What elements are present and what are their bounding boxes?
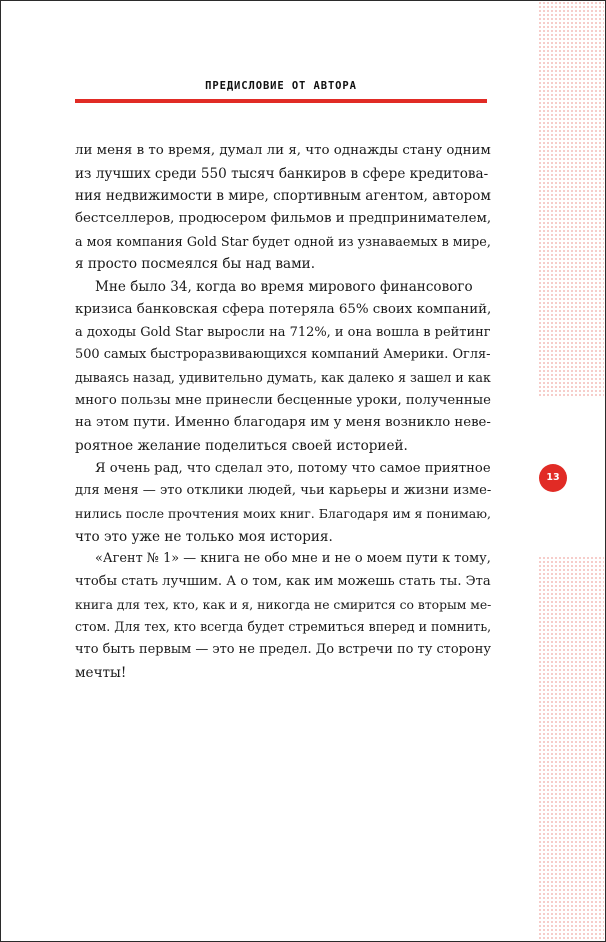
text-line: что быть первым — это не предел. До встречи по ту сторону: [75, 642, 491, 658]
text-line: что это уже не только моя история.: [75, 528, 333, 545]
header-rule: [75, 99, 487, 103]
body-text: [75, 140, 495, 685]
text-line: на этом пути. Именно благодаря им у меня возникло неве-: [75, 415, 491, 431]
decorative-dot-pattern-bottom: [538, 556, 604, 940]
text-line: ния недвижимости в мире, спортивным агентом, автором: [75, 188, 491, 205]
text-line: нились после прочтения моих книг. Благодаря им я понимаю,: [75, 506, 492, 521]
text-line: мечты!: [75, 664, 127, 681]
text-line: книга для тех, кто, как и я, никогда не смирится со вторым ме-: [75, 597, 492, 612]
decorative-dot-pattern-top: [538, 1, 604, 396]
text-line: для меня — это отклики людей, чьи карьеры и жизни изме-: [75, 483, 492, 499]
paragraph-start-line: Мне было 34, когда во время мирового финансового: [95, 279, 473, 296]
page-number-badge: 13: [539, 464, 567, 492]
text-line: а доходы Gold Star выросли на 712%, и она вошла в рейтинг: [75, 324, 491, 340]
paragraph-start-line: Я очень рад, что сделал это, потому что самое приятное: [95, 460, 491, 476]
text-line: ли меня в то время, думал ли я, что однажды стану одним: [75, 143, 491, 158]
paragraph-start-line: «Агент № 1» — книга не обо мне и не о моем пути к тому,: [95, 551, 491, 567]
text-line: я просто посмеялся бы над вами.: [75, 256, 316, 273]
text-line: стом. Для тех, кто всегда будет стремиться вперед и помнить,: [75, 619, 492, 635]
text-line: бестселлеров, продюсером фильмов и предпринимателем,: [75, 211, 492, 227]
text-line: много пользы мне принесли бесценные уроки, полученные: [75, 392, 491, 408]
text-line: чтобы стать лучшим. А о том, как им можешь стать ты. Эта: [75, 574, 491, 590]
text-line: из лучших среди 550 тысяч банкиров в сфере кредитова-: [75, 165, 489, 182]
running-header: ПРЕДИСЛОВИЕ ОТ АВТОРА: [205, 80, 357, 92]
text-line: 500 самых быстроразвивающихся компаний Америки. Огля-: [75, 347, 491, 363]
text-line: дываясь назад, удивительно думать, как далеко я зашел и как: [75, 369, 491, 385]
text-line: кризиса банковская сфера потеряла 65% своих компаний,: [75, 301, 492, 317]
text-line: а моя компания Gold Star будет одной из узнаваемых в мире,: [75, 233, 491, 249]
text-line: роятное желание поделиться своей историей.: [75, 437, 408, 454]
